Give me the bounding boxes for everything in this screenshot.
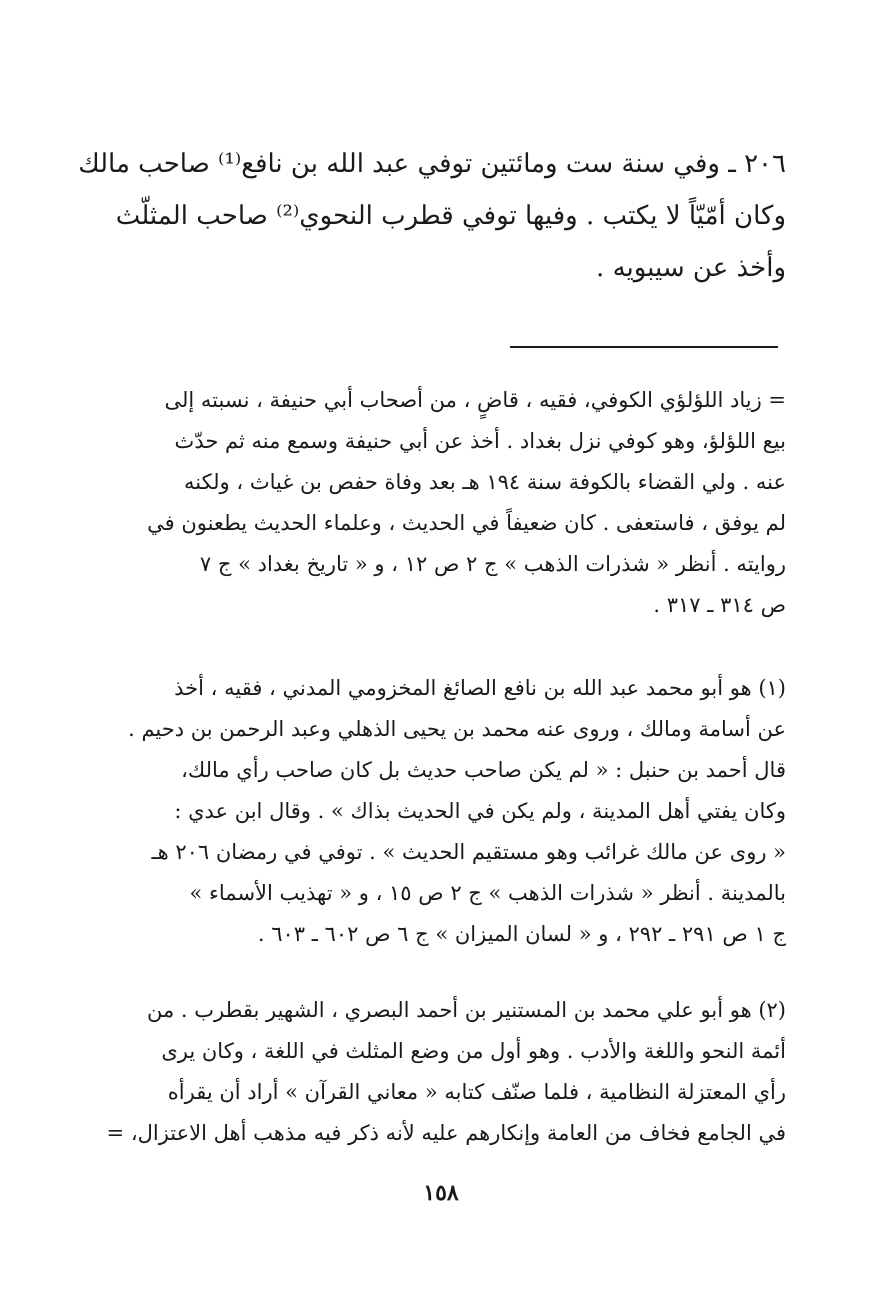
- footnote-line: (٢) هو أبو علي محمد بن المستنير بن أحمد البصري ، الشهير بقطرب . من: [147, 998, 786, 1022]
- footnote-line: بيع اللؤلؤ، وهو كوفي نزل بغداد . أخذ عن أبي حنيفة وسمع منه ثم حدّث: [174, 429, 786, 453]
- footnote-continuation: [104, 380, 786, 626]
- main-line: وأخذ عن سيبويه .: [596, 253, 786, 283]
- footnote-line: رأي المعتزلة النظامية ، فلما صنّف كتابه « معاني القرآن » أراد أن يقرأه: [167, 1080, 786, 1104]
- footnote-line: ص ٣١٤ ـ ٣١٧ .: [653, 593, 786, 617]
- footnote-line: وكان يفتي أهل المدينة ، ولم يكن في الحديث بذاك » . وقال ابن عدي :: [174, 799, 786, 823]
- footnote-separator: [510, 346, 778, 348]
- footnote-line: = زياد اللؤلؤي الكوفي، فقيه ، قاضٍ ، من أصحاب أبي حنيفة ، نسبته إلى: [164, 388, 786, 412]
- main-line: وكان أمّيّاً لا يكتب . وفيها توفي قطرب النحوي⁽²⁾ صاحب المثلّث: [115, 201, 786, 231]
- footnote-line: في الجامع فخاف من العامة وإنكارهم عليه لأنه ذكر فيه مذهب أهل الاعتزال، =: [106, 1121, 786, 1145]
- footnote-line: أئمة النحو واللغة والأدب . وهو أول من وضع المثلث في اللغة ، وكان يرى: [161, 1039, 786, 1063]
- main-text: [78, 138, 786, 294]
- footnote-line: عنه . ولي القضاء بالكوفة سنة ١٩٤ هـ بعد وفاة حفص بن غياث ، ولكنه: [183, 470, 786, 494]
- footnote-line: روايته . أنظر « شذرات الذهب » ج ٢ ص ١٢ ، و « تاريخ بغداد » ج ٧: [199, 552, 786, 576]
- footnote-line: ج ١ ص ٢٩١ ـ ٢٩٢ ، و « لسان الميزان » ج ٦ ص ٦٠٢ ـ ٦٠٣ .: [257, 922, 786, 946]
- footnote-line: (١) هو أبو محمد عبد الله بن نافع الصائغ المخزومي المدني ، فقيه ، أخذ: [174, 676, 786, 700]
- main-line: ٢٠٦ ـ وفي سنة ست ومائتين توفي عبد الله بن نافع⁽¹⁾ صاحب مالك: [78, 149, 786, 179]
- footnote-line: قال أحمد بن حنبل : « لم يكن صاحب حديث بل كان صاحب رأي مالك،: [181, 758, 786, 782]
- footnote-line: لم يوفق ، فاستعفى . كان ضعيفاً في الحديث ، وعلماء الحديث يطعنون في: [147, 511, 786, 535]
- footnote-line: « روى عن مالك غرائب وهو مستقيم الحديث » . توفي في رمضان ٢٠٦ هـ: [151, 840, 786, 864]
- footnote-1: [104, 668, 786, 955]
- footnote-line: عن أسامة ومالك ، وروى عنه محمد بن يحيى الذهلي وعبد الرحمن بن دحيم .: [128, 717, 786, 741]
- footnote-line: بالمدينة . أنظر « شذرات الذهب » ج ٢ ص ١٥ ، و « تهذيب الأسماء »: [189, 881, 786, 905]
- footnote-2: [104, 990, 786, 1154]
- page-number: ١٥٨: [423, 1180, 459, 1206]
